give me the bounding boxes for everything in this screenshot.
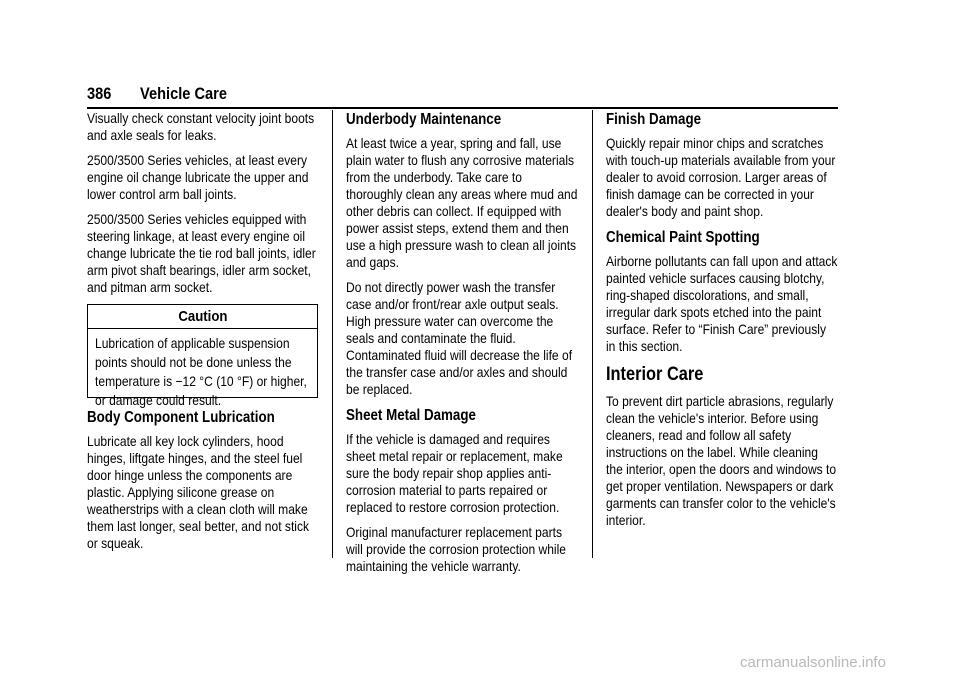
column-divider [592, 110, 593, 558]
column-middle [346, 110, 579, 583]
paragraph: Do not directly power wash the transfer case and/or front/rear axle output seals. High pressure water can overcome the seals and contaminate the fluid. Contaminated fluid will decrease the life of the transfer case and/or axles and should be replaced. [346, 279, 573, 397]
heading-body-component-lubrication: Body Component Lubrication [87, 409, 275, 426]
paragraph: 2500/3500 Series vehicles, at least every engine oil change lubricate the upper and lower control arm ball joints. [87, 152, 309, 202]
paragraph: Lubricate all key lock cylinders, hood hinges, liftgate hinges, and the steel fuel door hinge unless the components are plastic. Applying silicone grease on weatherstrips with a clean cloth will make them last longer, seal better, and not stick or squeak. [87, 433, 310, 551]
heading-interior-care: Interior Care [606, 364, 704, 385]
caution-title: Caution [88, 305, 317, 329]
paragraph: To prevent dirt particle abrasions, regularly clean the vehicle's interior. Before using cleaners, read and follow all safety instructions on the label. While cleaning the interior, open the doors and windows to get proper ventilation. Newspapers or dark garments can transfer color to the vehicle's interior. [606, 393, 837, 528]
caution-box [87, 304, 318, 408]
caution-text: Lubrication of applicable suspension points should not be done unless the temperature is −12 °C (10 °F) or higher, or damage could result. [95, 335, 307, 408]
heading-finish-damage: Finish Damage [606, 111, 702, 128]
column-left [87, 110, 319, 560]
section-title: Vehicle Care [140, 84, 227, 103]
page-number: 386 [87, 84, 112, 103]
heading-underbody-maintenance: Underbody Maintenance [346, 111, 502, 128]
paragraph: Visually check constant velocity joint boots and axle seals for leaks. [87, 110, 315, 143]
paragraph: 2500/3500 Series vehicles equipped with steering linkage, at least every engine oil change lubricate the tie rod ball joints, idler arm pivot shaft bearings, idler arm socket, and pitman arm socket. [87, 211, 316, 295]
column-divider [332, 110, 333, 558]
page-header [87, 80, 838, 109]
paragraph: Quickly repair minor chips and scratches with touch-up materials available from your dealer to avoid corrosion. Larger areas of finish damage can be corrected in your dealer's body and paint shop. [606, 135, 836, 219]
paragraph: Airborne pollutants can fall upon and attack painted vehicle surfaces causing blotchy, ring-shaped discolorations, and small, irregular dark spots etched into the paint surface. Refer to “Finish Care” previously in this section. [606, 253, 838, 354]
watermark: carmanualsonline.info [740, 654, 886, 671]
column-right [606, 110, 838, 537]
paragraph: If the vehicle is damaged and requires sheet metal repair or replacement, make sure the body repair shop applies anti-corrosion material to parts repaired or replaced to restore corrosion protection. [346, 431, 563, 515]
heading-chemical-paint-spotting: Chemical Paint Spotting [606, 229, 760, 246]
heading-sheet-metal-damage: Sheet Metal Damage [346, 407, 476, 424]
paragraph: At least twice a year, spring and fall, use plain water to flush any corrosive materials from the underbody. Take care to thoroughly clean any areas where mud and other debris can collect. If equipped with power assist steps, extend them and then use a high pressure wash to clean all joints and gaps. [346, 135, 578, 270]
paragraph: Original manufacturer replacement parts will provide the corrosion protection while maintaining the vehicle warranty. [346, 524, 567, 574]
